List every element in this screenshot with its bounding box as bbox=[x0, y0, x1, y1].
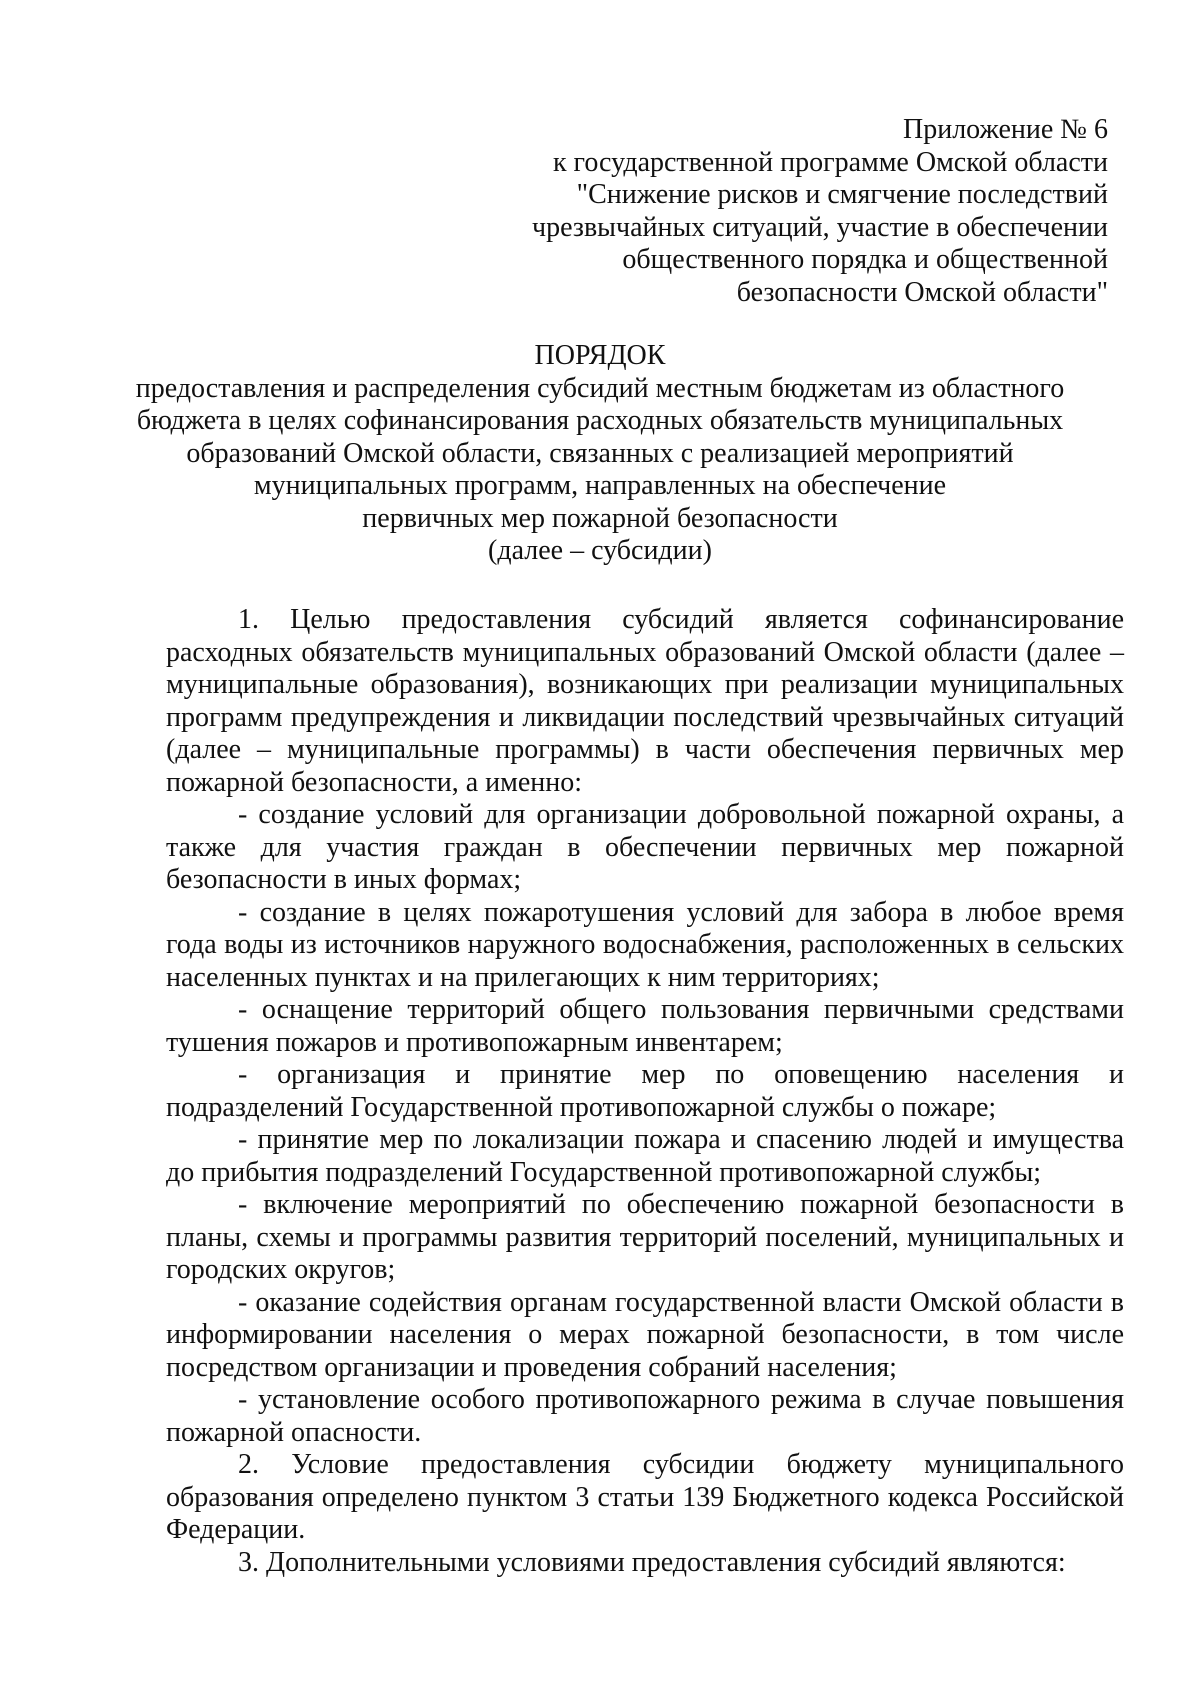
list-item-volunteer-fire-brigade: - создание условий для организации добровольной пожарной охраны, а также для участия граждан в обеспечении первичных мер пожарной безопасности в иных формах; bbox=[166, 799, 1124, 895]
list-item-water-supply: - создание в целях пожаротушения условий для забора в любое время года воды из источников наружного водоснабжения, расположенных в сельских населенных пунктах и на прилегающих к ним территориях; bbox=[166, 896, 1124, 993]
paragraph-3-additional-conditions: 3. Дополнительными условиями предоставления субсидий являются: bbox=[238, 1546, 1066, 1578]
appendix-line: "Снижение рисков и смягчение последствий bbox=[576, 179, 1108, 210]
appendix-line: к государственной программе Омской области bbox=[552, 146, 1108, 178]
appendix-header bbox=[468, 114, 1108, 309]
list-item-fire-localization: - принятие мер по локализации пожара и спасению людей и имущества до прибытия подразделений Государственной противопожарной службы; bbox=[166, 1124, 1124, 1188]
list-item-development-plans: - включение мероприятий по обеспечению пожарной безопасности в планы, схемы и программы развития территорий поселений, муниципальных и городских округов; bbox=[166, 1189, 1124, 1285]
document-title-block bbox=[100, 340, 1100, 568]
list-item-firefighting-equipment: - оснащение территорий общего пользования первичными средствами тушения пожаров и противопожарным инвентарем; bbox=[166, 994, 1124, 1058]
appendix-line: чрезвычайных ситуаций, участие в обеспечении bbox=[532, 211, 1108, 243]
document-title: ПОРЯДОК bbox=[534, 340, 666, 371]
appendix-line: общественного порядка и общественной bbox=[622, 244, 1108, 275]
list-item-fire-alerting: - организация и принятие мер по оповещению населения и подразделений Государственной противопожарной службы о пожаре; bbox=[166, 1059, 1124, 1123]
list-item-public-information: - оказание содействия органам государственной власти Омской области в информировании населения о мерах пожарной безопасности, в том числе посредством организации и проведения собраний населения; bbox=[166, 1286, 1124, 1383]
appendix-line: безопасности Омской области" bbox=[736, 276, 1108, 308]
document-subtitle-line: бюджета в целях софинансирования расходных обязательств муниципальных bbox=[136, 405, 1064, 436]
document-subtitle-line: образований Омской области, связанных с реализацией мероприятий bbox=[186, 437, 1014, 469]
paragraph-1-purpose: 1. Целью предоставления субсидий является софинансирование расходных обязательств муниципальных образований Омской области (далее – муниципальные образования), возникающих при реализации муниципальных программ предупреждения и ликвидации последствий чрезвычайных ситуаций (далее – муниципальные программы) в части обеспечения первичных мер пожарной безопасности, а именно: bbox=[166, 604, 1124, 798]
appendix-line: Приложение № 6 bbox=[903, 114, 1108, 145]
paragraph-2-condition: 2. Условие предоставления субсидии бюджету муниципального образования определено пунктом 3 статьи 139 Бюджетного кодекса Российской Федерации. bbox=[166, 1449, 1124, 1545]
document-subtitle-line: (далее – субсидии) bbox=[488, 535, 712, 566]
document-subtitle-line: муниципальных программ, направленных на обеспечение bbox=[253, 470, 947, 501]
document-body bbox=[166, 604, 1124, 1579]
list-item-special-fire-regime: - установление особого противопожарного режима в случае повышения пожарной опасности. bbox=[166, 1384, 1124, 1448]
document-subtitle-line: предоставления и распределения субсидий местным бюджетам из областного bbox=[135, 372, 1065, 404]
document-subtitle-line: первичных мер пожарной безопасности bbox=[362, 502, 838, 534]
